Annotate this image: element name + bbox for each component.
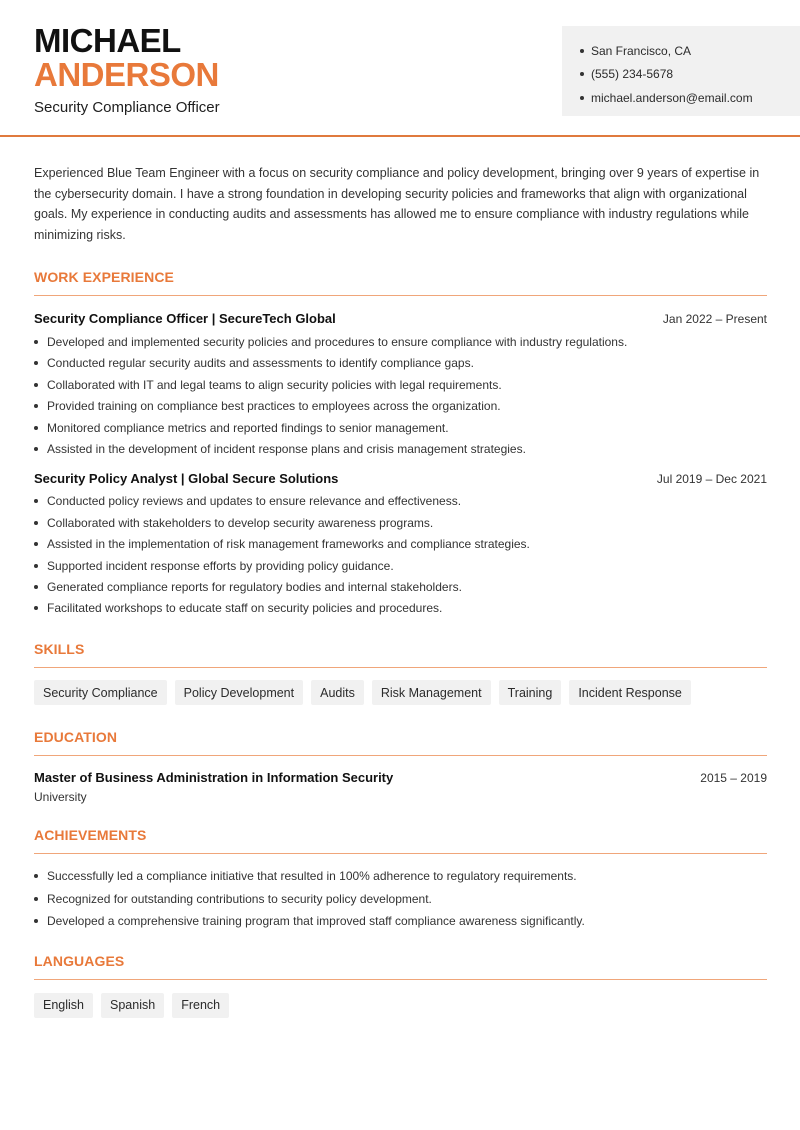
bullet-icon — [34, 426, 38, 430]
achievement-text: Successfully led a compliance initiative that resulted in 100% adherence to regulatory requirements. — [47, 869, 577, 884]
skill-chip: Risk Management — [372, 680, 491, 705]
bullet-text: Monitored compliance metrics and reported findings to senior management. — [47, 420, 449, 435]
degree-title: Master of Business Administration in Information Security — [34, 770, 394, 786]
skill-chip: Training — [499, 680, 562, 705]
summary-paragraph: Experienced Blue Team Engineer with a focus on security compliance and policy development, bringing over 9 years of expertise in the cybersecurity domain. I have a strong foundation in developing security policies and frameworks that align with organizational goals. My experience in conducting audits and assessments has allowed me to ensure compliance with industry regulations while minimizing risks. — [34, 166, 760, 242]
bullet-text: Conducted policy reviews and updates to ensure relevance and effectiveness. — [47, 494, 462, 509]
bullet-icon — [34, 585, 38, 589]
list-item — [34, 374, 767, 395]
list-item — [34, 438, 767, 459]
bullet-text: Assisted in the implementation of risk management frameworks and compliance strategies. — [47, 537, 530, 552]
bullet-icon — [34, 361, 38, 365]
education-heading: EDUCATION — [34, 729, 767, 756]
bullet-icon — [34, 404, 38, 408]
languages-list — [34, 993, 767, 1018]
list-item — [34, 331, 767, 352]
achievement-text: Developed a comprehensive training program that improved staff compliance awareness significantly. — [47, 914, 585, 929]
bullet-icon — [580, 96, 584, 100]
bullet-text: Generated compliance reports for regulatory bodies and internal stakeholders. — [47, 579, 462, 594]
skill-chip: Incident Response — [569, 680, 691, 705]
bullet-text: Provided training on compliance best practices to employees across the organization. — [47, 399, 501, 414]
list-item — [34, 576, 767, 597]
work-experience-heading: WORK EXPERIENCE — [34, 269, 767, 296]
education-dates: 2015 – 2019 — [700, 771, 767, 786]
job-entry — [34, 311, 767, 459]
list-item — [34, 598, 767, 619]
skills-heading: SKILLS — [34, 641, 767, 668]
bullet-icon — [34, 564, 38, 568]
bullet-icon — [34, 340, 38, 344]
skill-chip: Audits — [311, 680, 364, 705]
list-item — [34, 491, 767, 512]
bullet-text: Assisted in the development of incident response plans and crisis management strategies. — [47, 442, 526, 457]
bullet-text: Collaborated with IT and legal teams to align security policies with legal requirements. — [47, 377, 502, 392]
first-name: MICHAEL — [34, 22, 181, 59]
education-entry — [34, 770, 767, 804]
bullet-text: Collaborated with stakeholders to develop security awareness programs. — [47, 515, 434, 530]
list-item — [34, 396, 767, 417]
phone-text: (555) 234-5678 — [591, 67, 674, 82]
last-name: ANDERSON — [34, 56, 219, 93]
job-title: Security Compliance Officer — [34, 99, 220, 116]
job-role: Security Compliance Officer | SecureTech Global — [34, 311, 336, 327]
language-chip: French — [172, 993, 229, 1018]
email-text[interactable]: michael.anderson@email.com — [591, 90, 753, 105]
contact-phone — [580, 63, 800, 87]
bullet-icon — [34, 897, 38, 901]
bullet-text: Facilitated workshops to educate staff on security policies and procedures. — [47, 601, 443, 616]
bullet-text: Supported incident response efforts by providing policy guidance. — [47, 558, 394, 573]
bullet-icon — [34, 874, 38, 878]
list-item — [34, 512, 767, 533]
list-item — [34, 534, 767, 555]
contact-email[interactable] — [580, 86, 800, 110]
job-bullets — [34, 331, 767, 459]
full-name — [34, 24, 219, 92]
school-name: University — [34, 790, 87, 805]
bullet-icon — [34, 919, 38, 923]
bullet-icon — [34, 383, 38, 387]
list-item — [34, 888, 767, 911]
bullet-text: Developed and implemented security policies and procedures to ensure compliance with industry regulations. — [47, 335, 628, 350]
languages-heading: LANGUAGES — [34, 953, 767, 980]
bullet-icon — [34, 521, 38, 525]
list-item — [34, 417, 767, 438]
achievements-list — [34, 865, 767, 933]
job-header — [34, 471, 767, 486]
skills-list — [34, 680, 767, 705]
bullet-icon — [34, 447, 38, 451]
bullet-icon — [580, 72, 584, 76]
location-text: San Francisco, CA — [591, 43, 692, 58]
job-dates: Jul 2019 – Dec 2021 — [656, 471, 767, 486]
contact-location — [580, 39, 800, 63]
list-item — [34, 555, 767, 576]
bullet-icon — [34, 542, 38, 546]
bullet-icon — [34, 606, 38, 610]
job-entry — [34, 471, 767, 619]
list-item — [34, 865, 767, 888]
skill-chip: Security Compliance — [34, 680, 167, 705]
list-item — [34, 353, 767, 374]
achievement-text: Recognized for outstanding contributions to security policy development. — [47, 891, 432, 906]
job-bullets — [34, 491, 767, 619]
resume-header — [0, 0, 800, 137]
bullet-text: Conducted regular security audits and assessments to identify compliance gaps. — [47, 356, 474, 371]
bullet-icon — [34, 499, 38, 503]
list-item — [34, 910, 767, 933]
language-chip: English — [34, 993, 93, 1018]
language-chip: Spanish — [101, 993, 164, 1018]
job-header — [34, 311, 767, 326]
achievements-heading: ACHIEVEMENTS — [34, 827, 767, 854]
job-dates: Jan 2022 – Present — [662, 312, 767, 327]
resume-content — [34, 163, 767, 1018]
skill-chip: Policy Development — [175, 680, 303, 705]
contact-box — [562, 26, 800, 116]
education-header — [34, 770, 767, 785]
job-role: Security Policy Analyst | Global Secure Solutions — [34, 470, 339, 486]
bullet-icon — [580, 49, 584, 53]
